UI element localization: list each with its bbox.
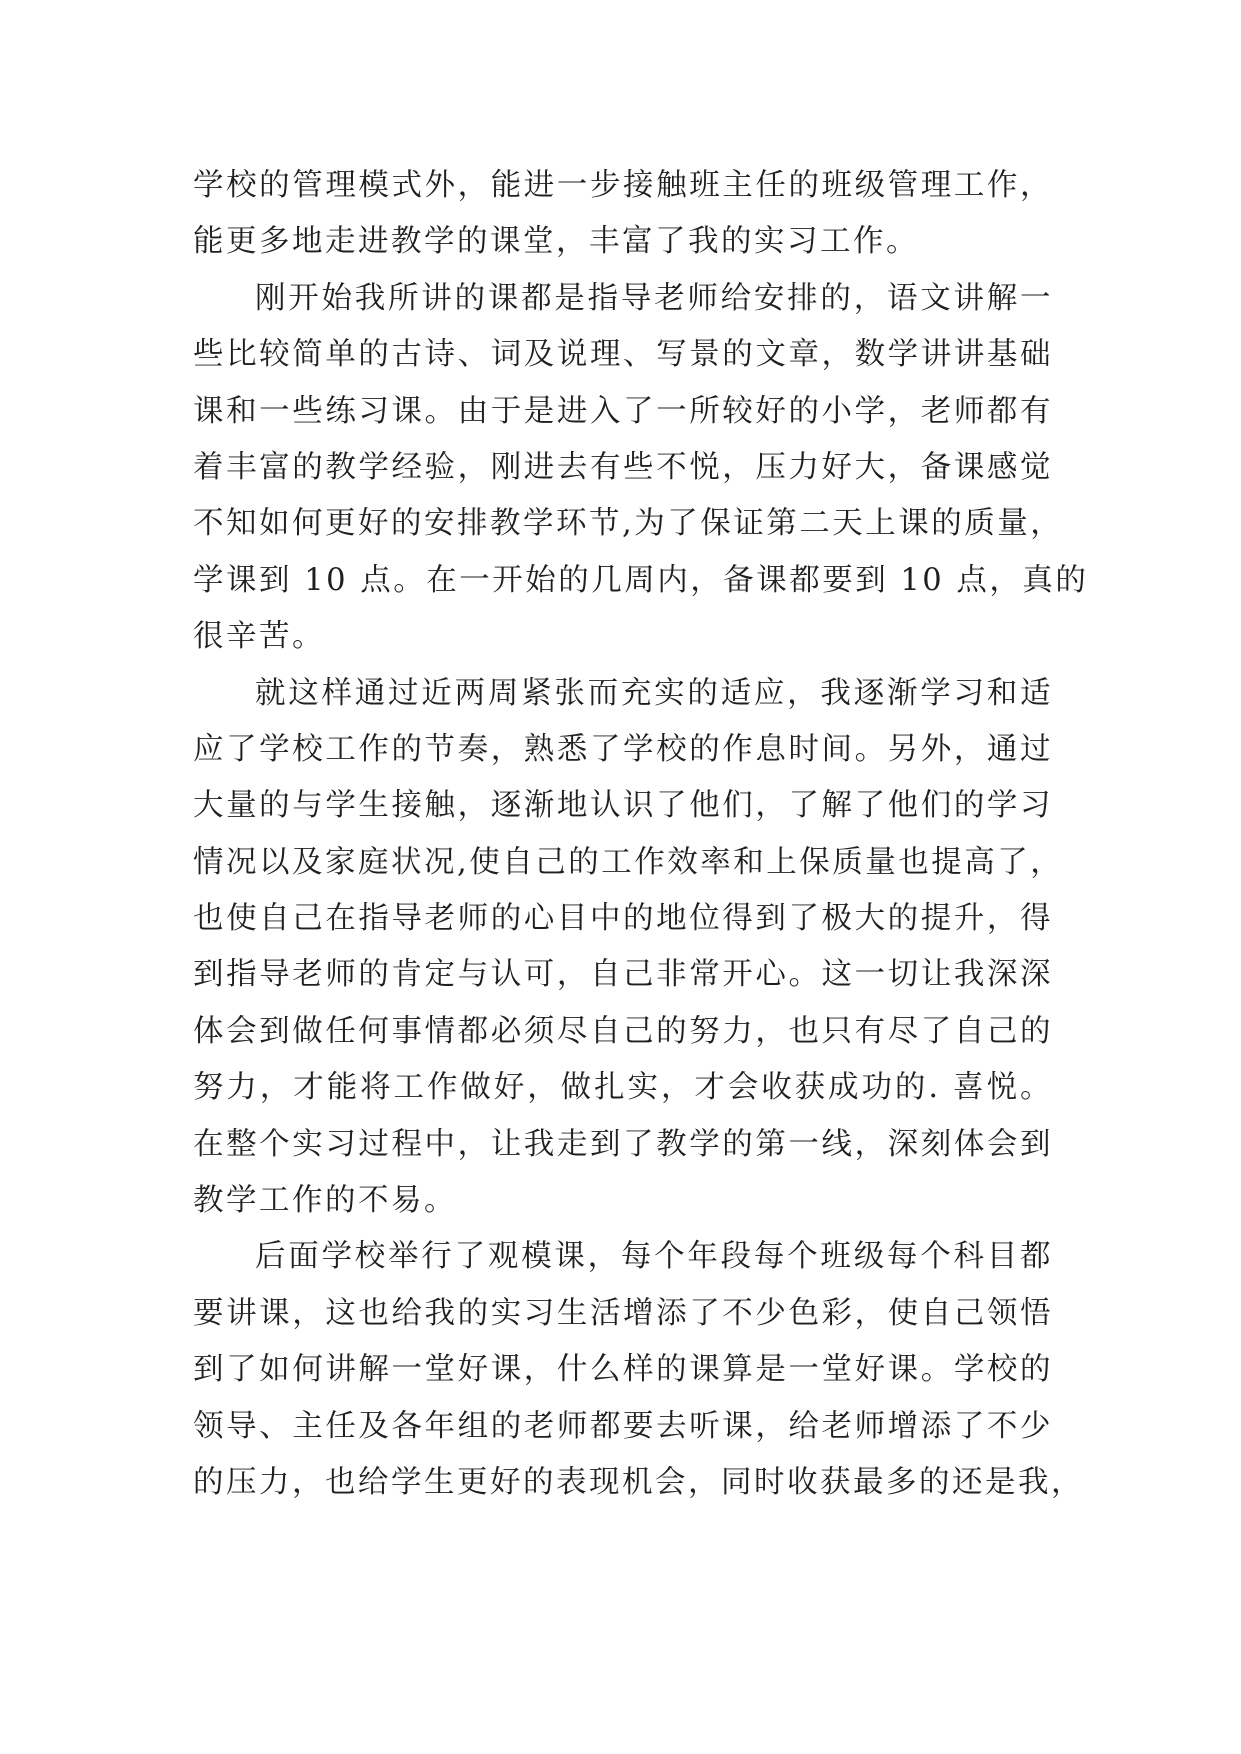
text-line: 就这样通过近两周紧张而充实的适应，我逐渐学习和适 (255, 675, 1053, 711)
text-line: 要讲课，这也给我的实习生活增添了不少色彩，使自己领悟 (193, 1295, 1053, 1331)
text-line: 体会到做任何事情都必须尽自己的努力，也只有尽了自己的 (193, 1013, 1053, 1049)
text-line: 着丰富的教学经验，刚进去有些不悦，压力好大，备课感觉 (193, 449, 1053, 485)
text-line: 努力，才能将工作做好，做扎实，才会收获成功的. 喜悦。 (193, 1070, 1053, 1106)
text-line: 情况以及家庭状况,使自己的工作效率和上保质量也提高了， (193, 844, 1064, 880)
text-line: 大量的与学生接触，逐渐地认识了他们，了解了他们的学习 (193, 788, 1053, 824)
text-line: 教学工作的不易。 (193, 1183, 457, 1219)
text-line: 些比较简单的古诗、词及说理、写景的文章，数学讲讲基础 (193, 337, 1053, 373)
text-line: 到了如何讲解一堂好课，什么样的课算是一堂好课。学校的 (193, 1352, 1053, 1388)
text-line: 能更多地走进教学的课堂，丰富了我的实习工作。 (193, 224, 919, 260)
text-line: 到指导老师的肯定与认可，自己非常开心。这一切让我深深 (193, 957, 1053, 993)
text-line: 不知如何更好的安排教学环节,为了保证第二天上课的质量， (193, 506, 1064, 542)
text-line: 学校的管理模式外，能进一步接触班主任的班级管理工作， (193, 168, 1053, 203)
text-line: 的压力，也给学生更好的表现机会，同时收获最多的还是我， (193, 1464, 1084, 1500)
document-body (193, 158, 1089, 1511)
text-line: 很辛苦。 (193, 619, 325, 655)
text-line: 也使自己在指导老师的心目中的地位得到了极大的提升，得 (193, 901, 1053, 937)
text-line: 应了学校工作的节奏，熟悉了学校的作息时间。另外，通过 (193, 731, 1053, 767)
text-line: 在整个实习过程中，让我走到了教学的第一线，深刻体会到 (193, 1126, 1053, 1162)
text-line: 学课到 10 点。在一开始的几周内，备课都要到 10 点，真的 (193, 562, 1089, 598)
text-line: 刚开始我所讲的课都是指导老师给安排的，语文讲解一 (255, 280, 1053, 316)
text-line: 课和一些练习课。由于是进入了一所较好的小学，老师都有 (193, 393, 1053, 429)
text-line: 领导、主任及各年组的老师都要去听课，给老师增添了不少 (193, 1408, 1053, 1444)
text-line: 后面学校举行了观模课，每个年段每个班级每个科目都 (255, 1239, 1053, 1275)
